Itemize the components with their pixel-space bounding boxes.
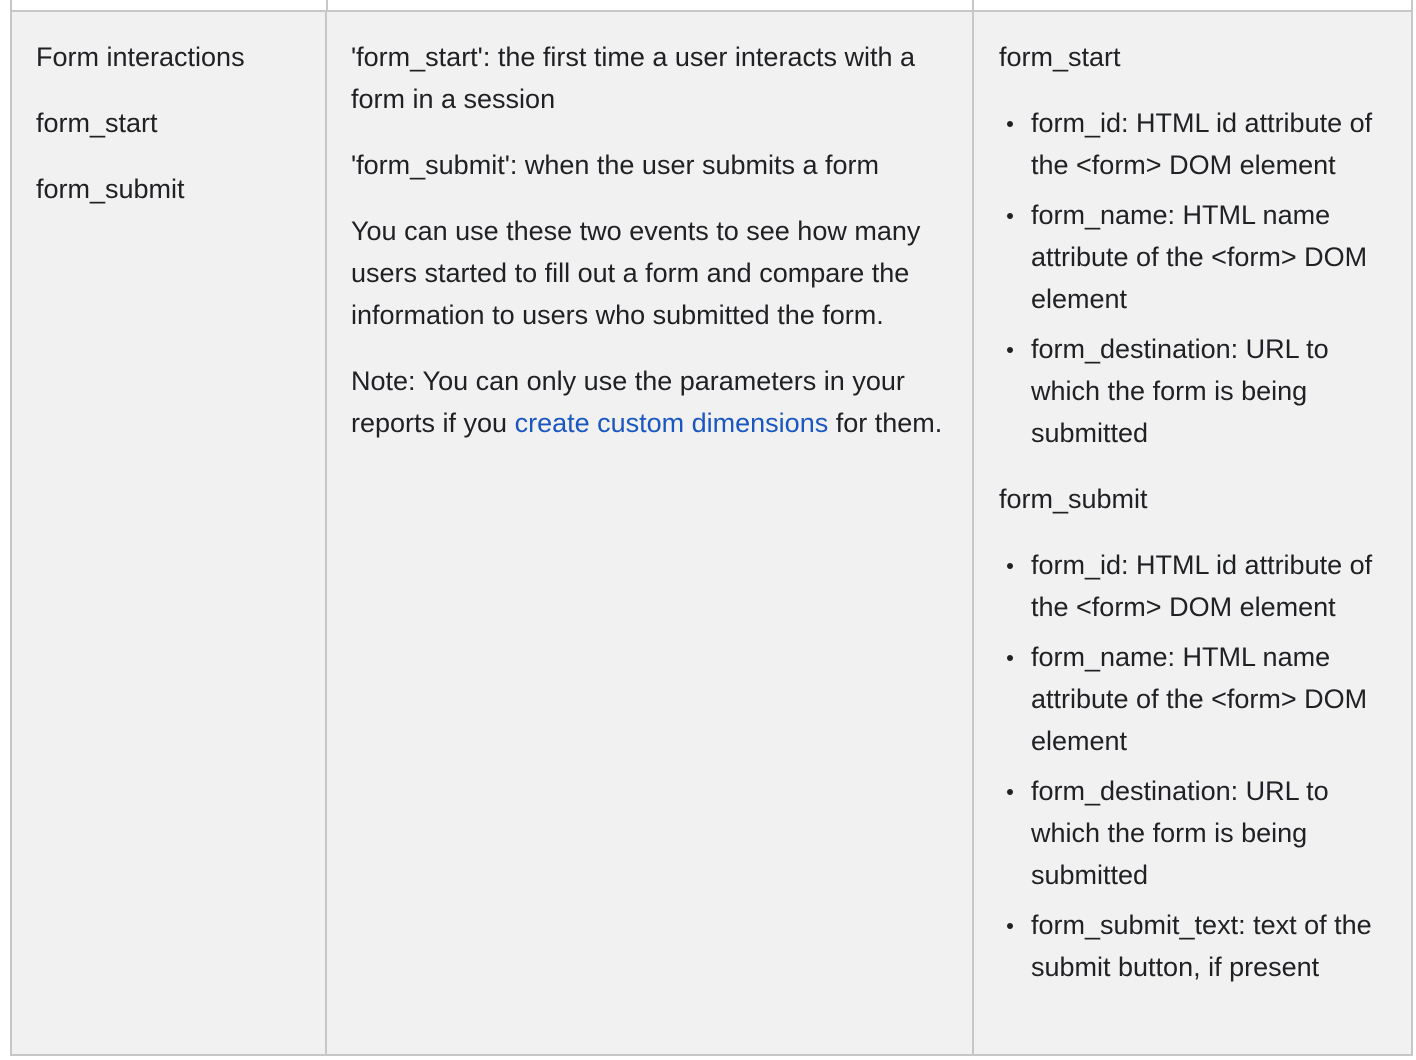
param-item: form_id: HTML id attribute of the <form> DOM element [1031,102,1399,186]
event-name-form-submit: form_submit [36,174,185,204]
event-name-cell [12,12,327,1054]
params-heading-form-submit: form_submit [999,484,1148,514]
note-suffix: for them. [828,408,943,438]
param-item: form_submit_text: text of the submit button, if present [1031,904,1399,988]
description-cell [327,12,974,1054]
param-item: form_name: HTML name attribute of the <form> DOM element [1031,194,1399,320]
event-name-form-start: form_start [36,108,158,138]
param-item: form_destination: URL to which the form is being submitted [1031,328,1399,454]
form-start-description: 'form_start': the first time a user interacts with a form in a session [351,42,915,114]
param-item: form_destination: URL to which the form is being submitted [1031,770,1399,896]
param-item: form_id: HTML id attribute of the <form> DOM element [1031,544,1399,628]
form-submit-description: 'form_submit': when the user submits a form [351,150,880,180]
params-heading-form-start: form_start [999,42,1121,72]
params-list-form-submit [999,544,1399,988]
event-category: Form interactions [36,42,245,72]
param-item: form_name: HTML name attribute of the <form> DOM element [1031,636,1399,762]
parameters-cell [974,12,1411,1054]
usage-description: You can use these two events to see how many users started to fill out a form and compare the information to users who submitted the form. [351,216,921,330]
events-table-row [10,12,1413,1056]
note-prefix: Note: You can only use the parameters in your reports if you [351,366,905,438]
params-list-form-start [999,102,1399,454]
previous-row-edge [10,0,1413,10]
create-custom-dimensions-link[interactable]: create custom dimensions [514,408,829,438]
note-paragraph [351,360,956,444]
